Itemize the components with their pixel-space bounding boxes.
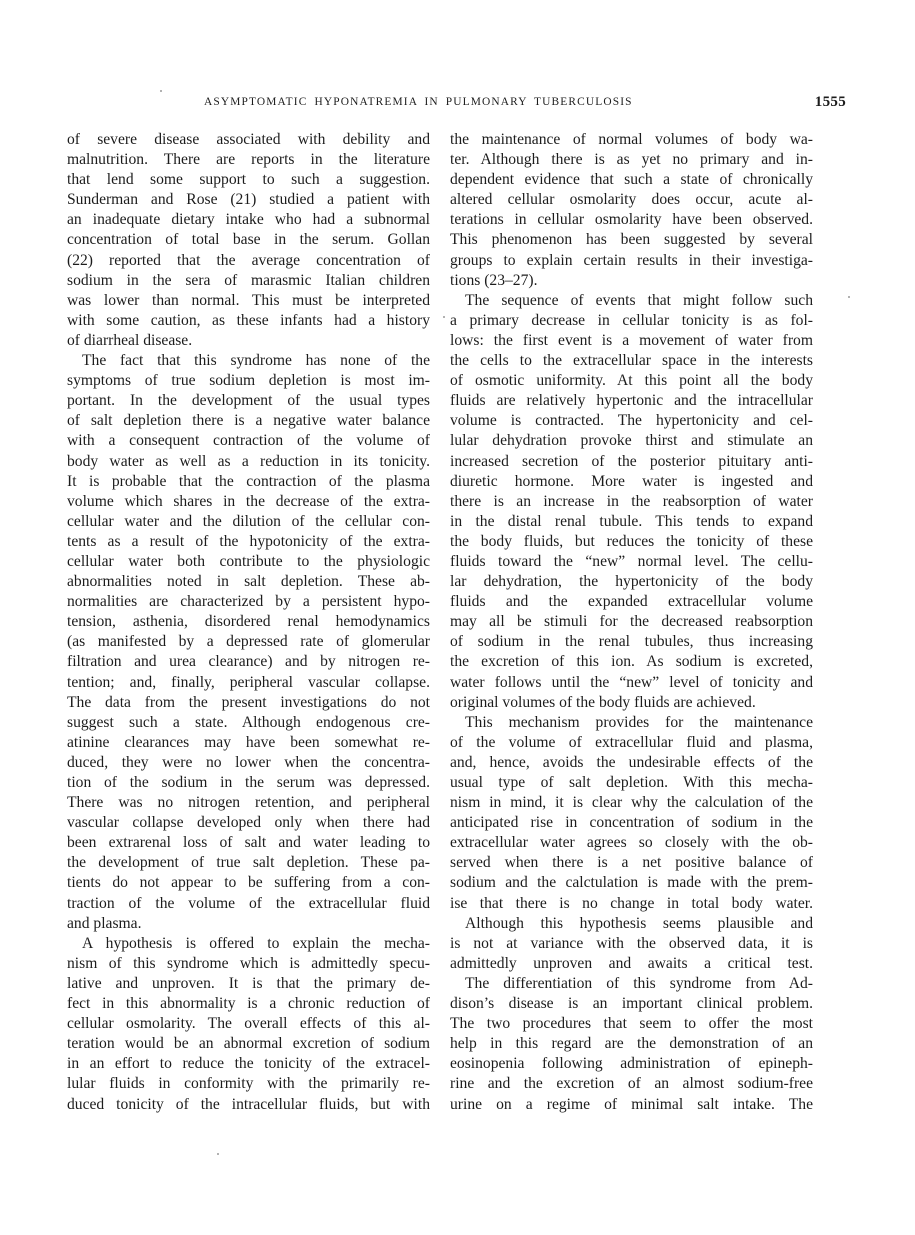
text-line: nism of this syndrome which is admittedly specu-	[67, 954, 430, 972]
text-line: usual type of salt depletion. With this mecha-	[450, 774, 813, 791]
text-line: groups to explain certain results in their investiga-	[450, 251, 813, 269]
text-line: a primary decrease in cellular tonicity is as fol-	[450, 311, 813, 329]
text-line: water follows until the “new” level of tonicity and	[450, 673, 813, 691]
text-line: extracellular water agrees so closely with the ob-	[450, 834, 813, 852]
text-line: lular dehydration provoke thirst and stimulate an	[450, 432, 813, 450]
text-line: cellular water and the dilution of the cellular con-	[67, 512, 430, 530]
text-line: There was no nitrogen retention, and peripheral	[67, 794, 430, 812]
text-line: diuretic hormone. More water is ingested and	[450, 472, 813, 490]
text-line: of severe disease associated with debility and	[67, 131, 430, 148]
text-line: increased secretion of the posterior pituitary anti-	[450, 452, 813, 470]
scan-speck	[848, 296, 850, 298]
running-title: ASYMPTOMATIC HYPONATREMIA IN PULMONARY TUBERCULOSIS	[204, 96, 633, 108]
text-line: portant. In the development of the usual types	[67, 392, 430, 410]
text-line: lows: the first event is a movement of water from	[450, 331, 813, 349]
text-line: fluids are relatively hypertonic and the intracellular	[450, 392, 813, 410]
text-line: dependent evidence that such a state of chronically	[450, 171, 813, 189]
text-line: of sodium in the renal tubules, thus increasing	[450, 633, 813, 651]
text-line: (as manifested by a depressed rate of glomerular	[67, 633, 430, 651]
text-line: The data from the present investigations do not	[67, 693, 430, 711]
paragraph-end-line: ise that there is no change in total body water.	[450, 894, 813, 912]
paragraph-start-line: The differentiation of this syndrome from Ad-	[465, 974, 813, 992]
text-line: It is probable that the contraction of the plasma	[67, 472, 430, 490]
paragraph-start-line: The fact that this syndrome has none of the	[82, 352, 430, 370]
text-line: urine on a regime of minimal salt intake. The	[450, 1095, 813, 1113]
text-line: traction of the volume of the extracellular fluid	[67, 894, 430, 912]
text-line: fluids and the expanded extracellular volume	[450, 593, 813, 611]
paragraph-start-line: Although this hypothesis seems plausible and	[465, 914, 813, 932]
scan-speck	[160, 90, 162, 92]
text-line: This phenomenon has been suggested by several	[450, 231, 813, 249]
text-line: ter. Although there is as yet no primary and in-	[450, 151, 813, 169]
text-line: the maintenance of normal volumes of body wa-	[450, 131, 813, 148]
text-line: dison’s disease is an important clinical problem.	[450, 995, 813, 1013]
text-line: in the distal renal tubule. This tends to expand	[450, 512, 813, 530]
text-line: with some caution, as these infants had a history	[67, 311, 430, 329]
text-line: volume is contracted. The hypertonicity and cel-	[450, 412, 813, 430]
page-number: 1555	[814, 94, 846, 110]
text-line: tention; and, finally, peripheral vascular collapse.	[67, 673, 430, 691]
text-line: and, hence, avoids the undesirable effects of the	[450, 753, 813, 771]
text-line: of osmotic uniformity. At this point all the body	[450, 372, 813, 390]
text-line: cellular water both contribute to the physiologic	[67, 552, 430, 570]
text-line: help in this regard are the demonstration of an	[450, 1035, 813, 1053]
text-line: malnutrition. There are reports in the literature	[67, 151, 430, 169]
paragraph-end-line: tions (23–27).	[450, 271, 538, 289]
text-line: tients do not appear to be suffering from a con-	[67, 874, 430, 892]
text-line: in an effort to reduce the tonicity of the extracel-	[67, 1055, 430, 1073]
text-line: lative and unproven. It is that the primary de-	[67, 974, 430, 992]
text-line: duced, they were no lower when the concentra-	[67, 753, 430, 771]
text-line: the body fluids, but reduces the tonicity of these	[450, 532, 813, 550]
text-line: lar dehydration, the hypertonicity of the body	[450, 573, 813, 591]
text-line: is not at variance with the observed data, it is	[450, 934, 813, 952]
text-line: of salt depletion there is a negative water balance	[67, 412, 430, 430]
scan-speck	[217, 1153, 219, 1155]
text-line: that lend some support to such a suggestion.	[67, 171, 430, 189]
text-line: Sunderman and Rose (21) studied a patient with	[67, 191, 430, 209]
text-line: tion of the sodium in the serum was depressed.	[67, 774, 430, 791]
paragraph-start-line: This mechanism provides for the maintenance	[465, 713, 813, 731]
text-line: body water as well as a reduction in its tonicity.	[67, 452, 430, 470]
running-head	[68, 96, 846, 116]
text-line: atinine clearances may have been somewhat re-	[67, 733, 430, 751]
text-line: of the volume of extracellular fluid and plasma,	[450, 733, 813, 751]
text-line: the development of true salt depletion. These pa-	[67, 854, 430, 872]
text-line: nism in mind, it is clear why the calculation of the	[450, 794, 813, 812]
right-column	[450, 130, 813, 1115]
text-line: an inadequate dietary intake who had a subnormal	[67, 211, 430, 229]
text-line: been extrarenal loss of salt and water leading to	[67, 834, 430, 852]
text-line: altered cellular osmolarity does occur, acute al-	[450, 191, 813, 209]
text-line: fluids toward the “new” normal level. The cellu-	[450, 552, 813, 570]
left-column	[67, 130, 430, 1115]
paragraph-start-line: A hypothesis is offered to explain the mecha-	[82, 934, 430, 952]
text-line: served when there is a net positive balance of	[450, 854, 813, 872]
text-line: fect in this abnormality is a chronic reduction of	[67, 995, 430, 1013]
text-line: rine and the excretion of an almost sodium-free	[450, 1075, 813, 1093]
text-line: the excretion of this ion. As sodium is excreted,	[450, 653, 813, 671]
text-line: duced tonicity of the intracellular fluids, but with	[67, 1095, 430, 1113]
text-line: concentration of total base in the serum. Gollan	[67, 231, 430, 249]
text-line: terations in cellular osmolarity have been observed.	[450, 211, 813, 229]
scan-speck	[443, 316, 445, 318]
text-line: normalities are characterized by a persistent hypo-	[67, 593, 430, 611]
text-line: volume which shares in the decrease of the extra-	[67, 492, 430, 510]
text-line: vascular collapse developed only when there had	[67, 814, 430, 832]
paragraph-end-line: and plasma.	[67, 914, 142, 932]
text-line: abnormalities noted in salt depletion. These ab-	[67, 573, 430, 591]
text-line: symptoms of true sodium depletion is most im-	[67, 372, 430, 390]
text-line: The two procedures that seem to offer the most	[450, 1015, 813, 1033]
text-line: the cells to the extracellular space in the interests	[450, 352, 813, 370]
text-line: lular fluids in conformity with the primarily re-	[67, 1075, 430, 1093]
text-line: eosinopenia following administration of epineph-	[450, 1055, 813, 1073]
paragraph-start-line: The sequence of events that might follow such	[465, 291, 813, 309]
paragraph-end-line: admittedly unproven and awaits a critical test.	[450, 954, 813, 972]
text-line: with a consequent contraction of the volume of	[67, 432, 430, 450]
text-line: filtration and urea clearance) and by nitrogen re-	[67, 653, 430, 671]
text-line: was lower than normal. This must be interpreted	[67, 291, 430, 309]
text-line: may all be stimuli for the decreased reabsorption	[450, 613, 813, 631]
paragraph-end-line: of diarrheal disease.	[67, 331, 193, 349]
text-line: there is an increase in the reabsorption of water	[450, 492, 813, 510]
text-line: tension, asthenia, disordered renal hemodynamics	[67, 613, 430, 631]
text-line: sodium in the sera of marasmic Italian children	[67, 271, 430, 289]
text-line: tents as a result of the hypotonicity of the extra-	[67, 532, 430, 550]
text-line: (22) reported that the average concentration of	[67, 251, 430, 269]
text-line: suggest such a state. Although endogenous cre-	[67, 713, 430, 731]
text-line: sodium and the calctulation is made with the prem-	[450, 874, 813, 892]
paragraph-end-line: original volumes of the body fluids are achieved.	[450, 693, 756, 711]
text-line: teration would be an abnormal excretion of sodium	[67, 1035, 430, 1053]
text-line: anticipated rise in concentration of sodium in the	[450, 814, 813, 832]
text-line: cellular osmolarity. The overall effects of this al-	[67, 1015, 430, 1033]
